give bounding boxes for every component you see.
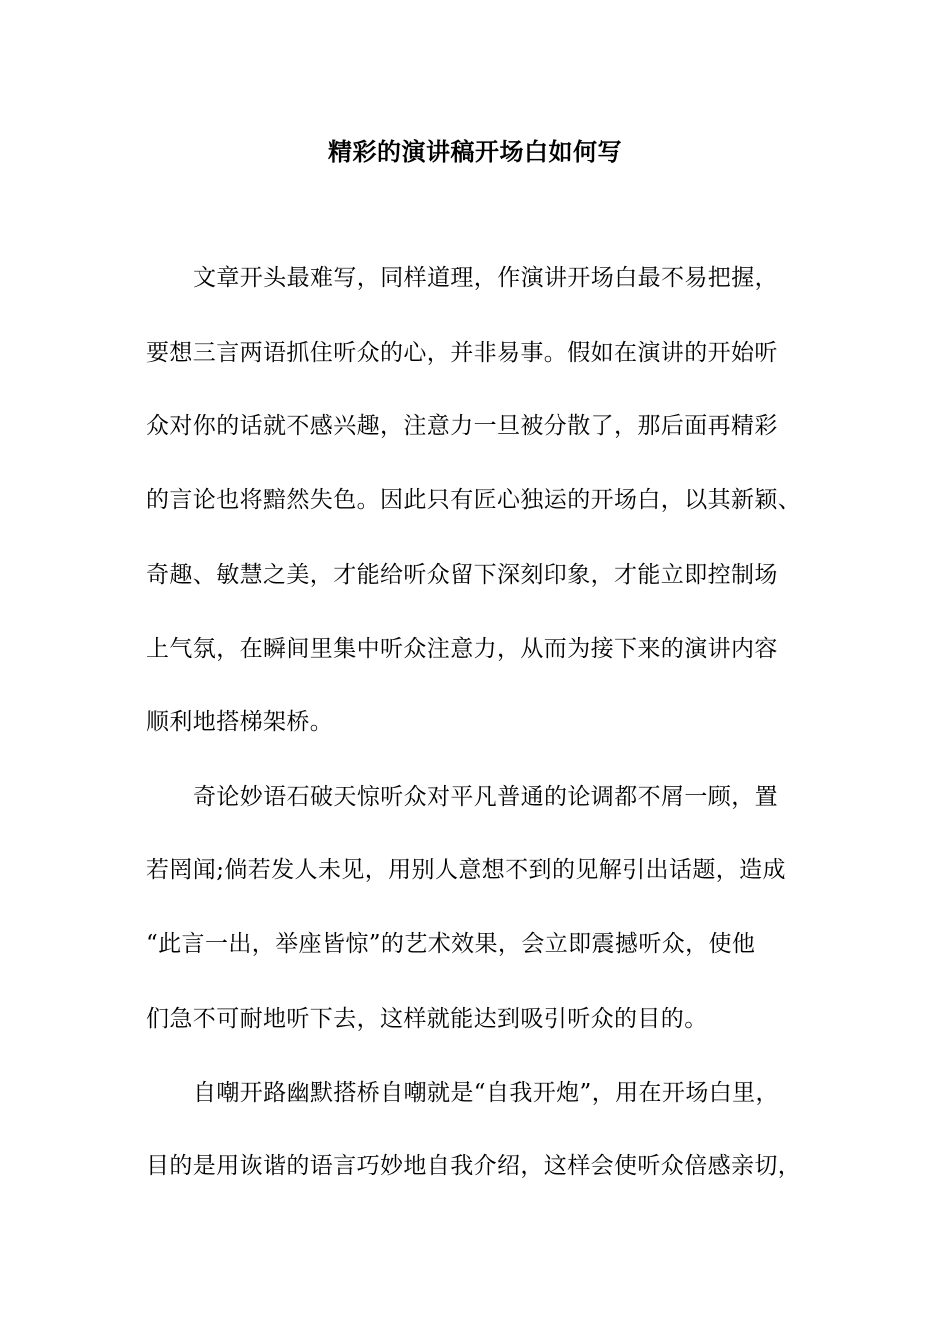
- document-title: 精彩的演讲稿开场白如何写: [328, 137, 622, 166]
- paragraph-1-line-1: 文章开头最难写，同样道理，作演讲开场白最不易把握，: [193, 265, 778, 291]
- paragraph-3-line-2: 目的是用诙谐的语言巧妙地自我介绍，这样会使听众倍感亲切，: [146, 1153, 802, 1179]
- paragraph-1-line-3: 众对你的话就不感兴趣，注意力一旦被分散了，那后面再精彩: [146, 413, 778, 439]
- paragraph-1-line-4: 的言论也将黯然失色。因此只有匠心独运的开场白，以其新颖、: [146, 487, 802, 513]
- paragraph-1-line-5: 奇趣、敏慧之美，才能给听众留下深刻印象，才能立即控制场: [146, 562, 778, 588]
- paragraph-1-line-6: 上气氛，在瞬间里集中听众注意力，从而为接下来的演讲内容: [146, 636, 778, 662]
- paragraph-2-line-4: 们急不可耐地听下去，这样就能达到吸引听众的目的。: [146, 1006, 708, 1032]
- paragraph-1-line-2: 要想三言两语抓住听众的心，并非易事。假如在演讲的开始听: [146, 340, 778, 366]
- paragraph-2-line-1: 奇论妙语石破天惊听众对平凡普通的论调都不屑一顾，置: [193, 784, 778, 810]
- paragraph-1-line-7: 顺利地搭梯架桥。: [146, 709, 334, 735]
- paragraph-2-line-3: “此言一出，举座皆惊”的艺术效果，会立即震撼听众，使他: [146, 931, 756, 957]
- paragraph-3-line-1: 自嘲开路幽默搭桥自嘲就是“自我开炮”，用在开场白里，: [193, 1080, 779, 1106]
- paragraph-2-line-2: 若罔闻;倘若发人未见，用别人意想不到的见解引出话题，造成: [146, 857, 786, 883]
